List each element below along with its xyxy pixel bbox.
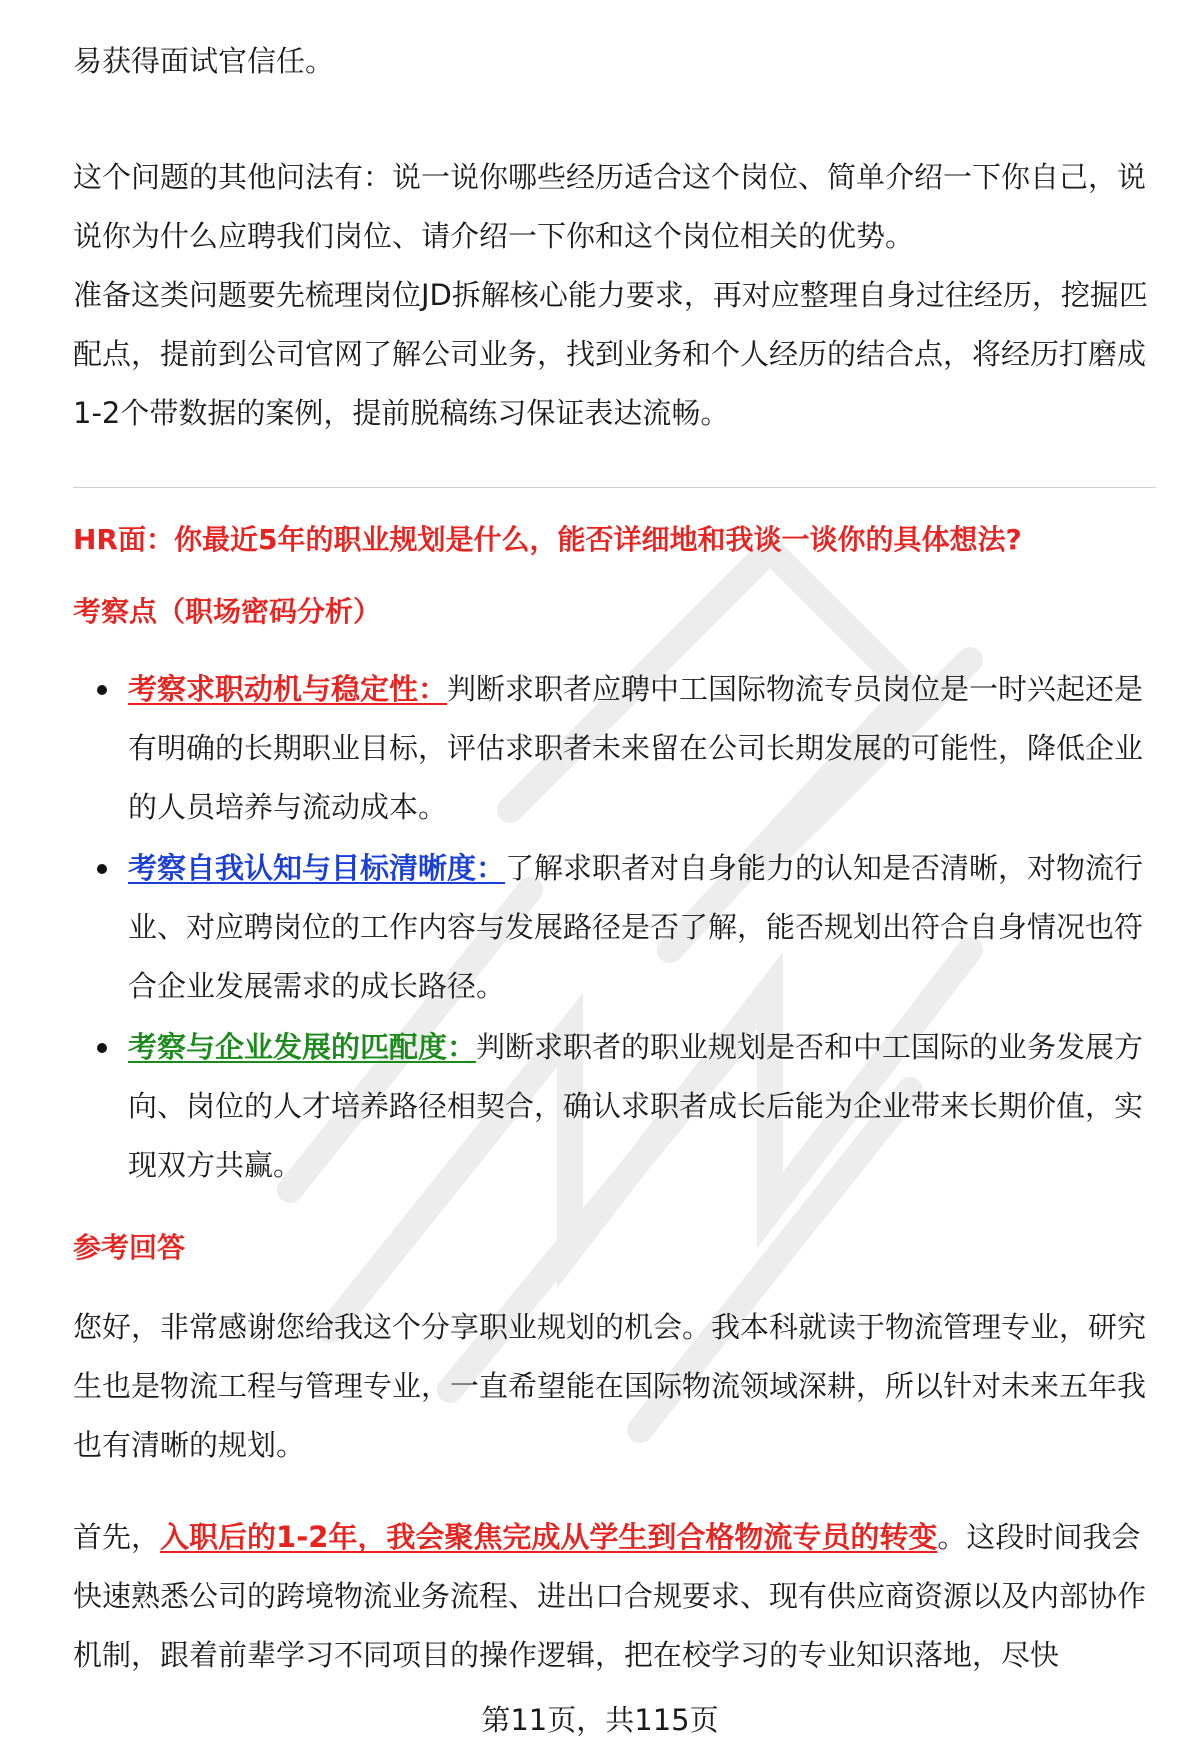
answer-highlight: 入职后的1-2年，我会聚焦完成从学生到合格物流专员的转变 [160,1520,938,1554]
bullet-text: 判断求职者应聘中工国际物流专员岗位是一时兴起还是有明确的长期职业目标，评估求职者未来留在公司长期发展的可能性，降低企业的人员培养与流动成本。 [128,672,1144,824]
list-item [73,839,1153,1016]
intro-line [73,32,1153,91]
bullet-keyword: 考察求职动机与稳定性： [128,672,448,706]
analysis-heading-block [73,592,1153,632]
bullet-keyword: 考察与企业发展的匹配度： [128,1030,477,1064]
bullet-icon [97,864,107,874]
section-divider [73,487,1156,488]
list-item [73,660,1153,837]
analysis-list [73,660,1153,1197]
analysis-heading: 考察点（职场密码分析） [73,595,382,628]
bullet-keyword: 考察自我认知与目标清晰度： [128,851,506,885]
answer-heading: 参考回答 [73,1231,186,1264]
preparation-text: 准备这类问题要先梳理岗位JD拆解核心能力要求，再对应整理自身过往经历，挖掘匹配点，提前到公司官网了解公司业务，找到业务和个人经历的结合点，将经历打磨成1-2个带数据的案例，提前脱稿练习保证表达流畅。 [73,278,1148,430]
answer-rest: 。这段时间我会快速熟悉公司的跨境物流业务流程、进出口合规要求、现有供应商资源以及内部协作机制，跟着前辈学习不同项目的操作逻辑，把在校学习的专业知识落地，尽快 [73,1520,1147,1672]
answer-plan-text [73,1508,1153,1685]
answer-heading-block [73,1228,1153,1268]
bullet-text: 了解求职者对自身能力的认知是否清晰，对物流行业、对应聘岗位的工作内容与发展路径是否了解，能否规划出符合自身情况也符合企业发展需求的成长路径。 [128,851,1144,1003]
intro-continuation: 易获得面试官信任。 [73,44,335,78]
answer-paragraph-1 [73,1298,1153,1475]
list-item [73,1018,1153,1195]
answer-intro-text: 您好，非常感谢您给我这个分享职业规划的机会。我本科就读于物流管理专业，研究生也是物流工程与管理专业，一直希望能在国际物流领域深耕，所以针对未来五年我也有清晰的规划。 [73,1310,1147,1462]
intro-paragraph-1 [73,148,1153,266]
bullet-icon [97,1043,107,1053]
page-number: 第11页，共115页 [481,1703,719,1737]
bullet-text: 判断求职者的职业规划是否和中工国际的业务发展方向、岗位的人才培养路径相契合，确认求职者成长后能为企业带来长期价值，实现双方共赢。 [128,1030,1144,1182]
answer-prefix: 首先， [73,1520,161,1554]
bullet-icon [97,685,107,695]
alt-questions-text: 这个问题的其他问法有：说一说你哪些经历适合这个岗位、简单介绍一下你自己，说说你为什么应聘我们岗位、请介绍一下你和这个岗位相关的优势。 [73,160,1147,253]
answer-paragraph-2 [73,1508,1153,1685]
question-block [73,520,1153,560]
question-title: HR面：你最近5年的职业规划是什么，能否详细地和我谈一谈你的具体想法? [73,523,1022,556]
intro-paragraph-2 [73,266,1153,443]
